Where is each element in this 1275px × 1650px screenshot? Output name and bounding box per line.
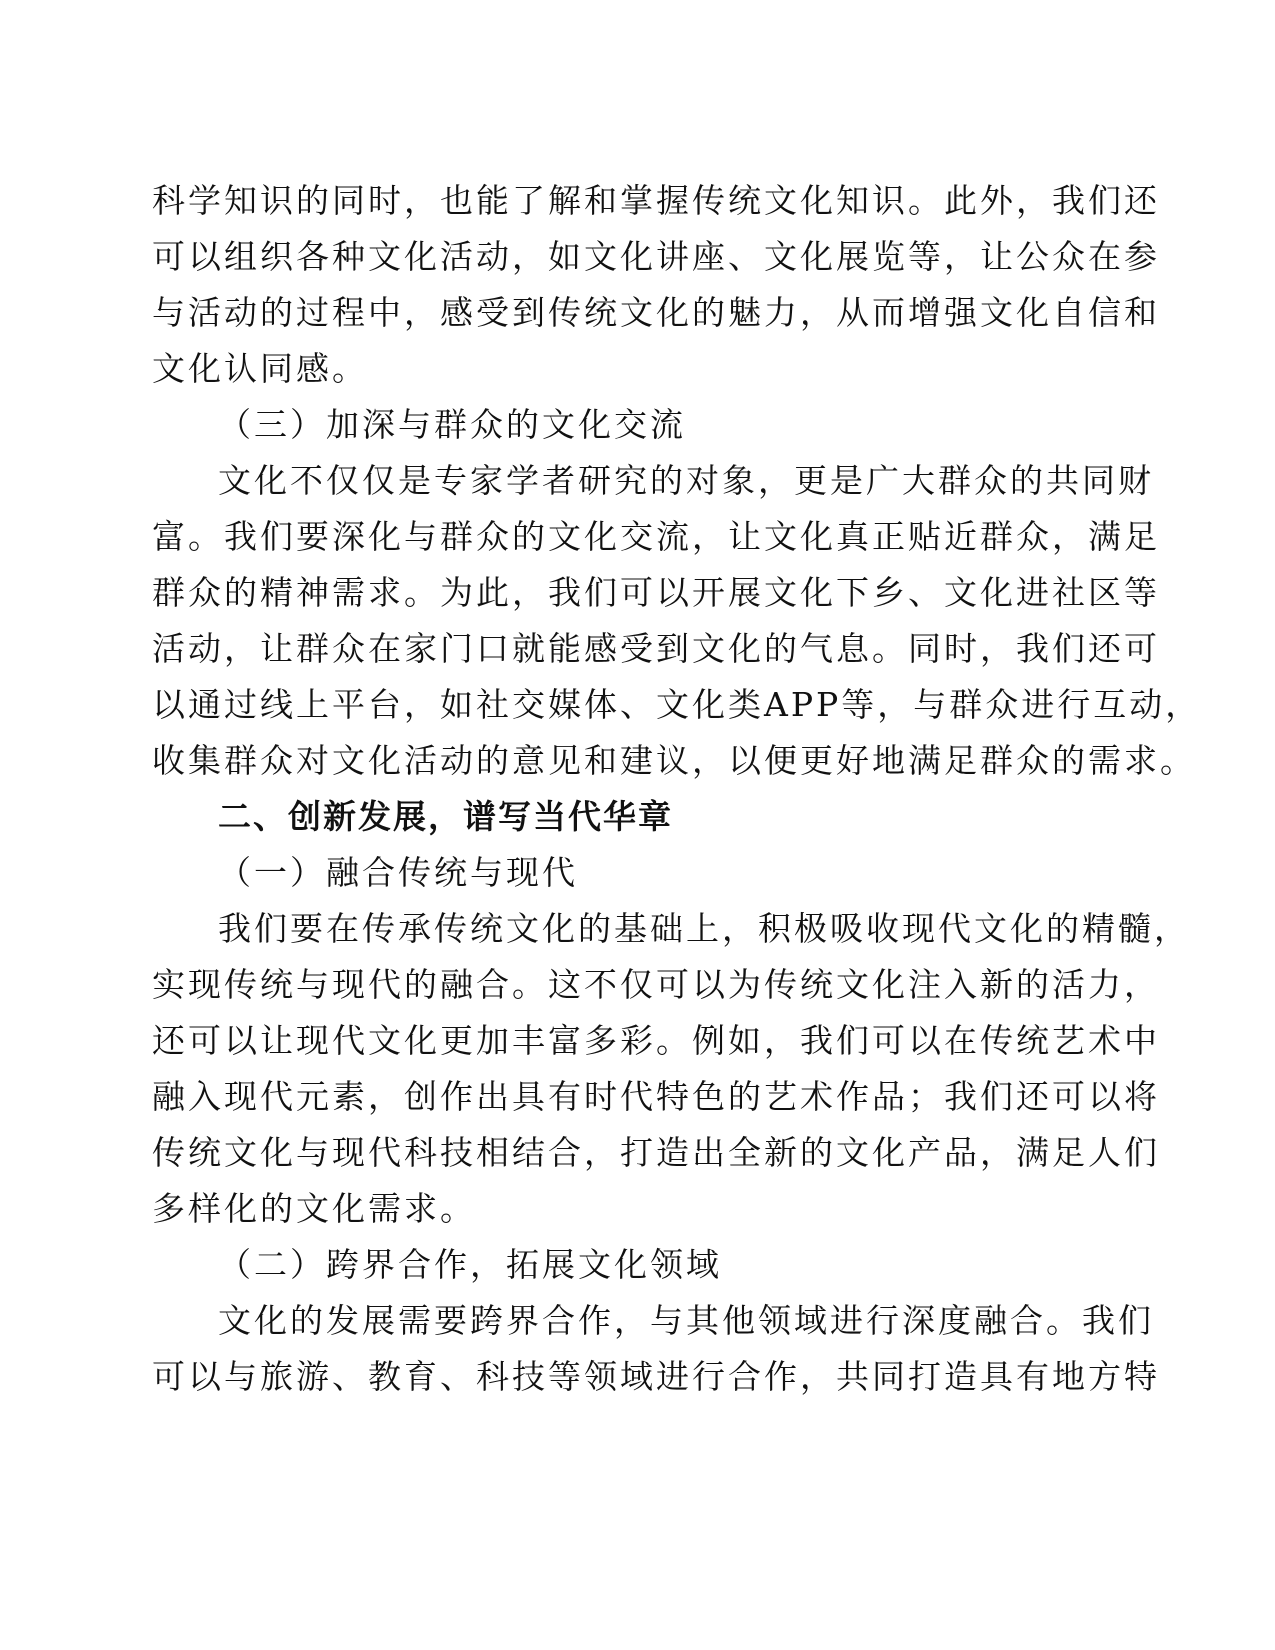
- body-text-line: 收集群众对文化活动的意见和建议，以便更好地满足群众的需求。: [152, 741, 1196, 780]
- body-text-line: 实现传统与现代的融合。这不仅可以为传统文化注入新的活力，: [152, 965, 1160, 1004]
- body-text-line: 可以与旅游、教育、科技等领域进行合作，共同打造具有地方特: [152, 1357, 1160, 1396]
- body-text-line: 多样化的文化需求。: [152, 1189, 476, 1228]
- body-text-line: 活动，让群众在家门口就能感受到文化的气息。同时，我们还可: [152, 629, 1160, 668]
- subsection-heading: （三）加深与群众的文化交流: [218, 405, 686, 444]
- body-text-line: 科学知识的同时，也能了解和掌握传统文化知识。此外，我们还: [152, 181, 1160, 220]
- body-text-line: 与活动的过程中，感受到传统文化的魅力，从而增强文化自信和: [152, 293, 1160, 332]
- paragraph-first-line: 文化不仅仅是专家学者研究的对象，更是广大群众的共同财: [218, 461, 1154, 500]
- body-text-line: 还可以让现代文化更加丰富多彩。例如，我们可以在传统艺术中: [152, 1021, 1160, 1060]
- body-text-line: 传统文化与现代科技相结合，打造出全新的文化产品，满足人们: [152, 1133, 1160, 1172]
- body-text-line: 融入现代元素，创作出具有时代特色的艺术作品；我们还可以将: [152, 1077, 1160, 1116]
- subsection-heading: （一）融合传统与现代: [218, 853, 578, 892]
- body-text-line: 群众的精神需求。为此，我们可以开展文化下乡、文化进社区等: [152, 573, 1160, 612]
- paragraph-first-line: 我们要在传承传统文化的基础上，积极吸收现代文化的精髓，: [218, 909, 1190, 948]
- body-text-line: 富。我们要深化与群众的文化交流，让文化真正贴近群众，满足: [152, 517, 1160, 556]
- body-text-line: 以通过线上平台，如社交媒体、文化类APP等，与群众进行互动，: [152, 685, 1202, 724]
- paragraph-first-line: 文化的发展需要跨界合作，与其他领域进行深度融合。我们: [218, 1301, 1154, 1340]
- subsection-heading: （二）跨界合作，拓展文化领域: [218, 1245, 722, 1284]
- body-text-line: 可以组织各种文化活动，如文化讲座、文化展览等，让公众在参: [152, 237, 1160, 276]
- body-text-line: 文化认同感。: [152, 349, 368, 388]
- section-heading: 二、创新发展，谱写当代华章: [218, 797, 673, 836]
